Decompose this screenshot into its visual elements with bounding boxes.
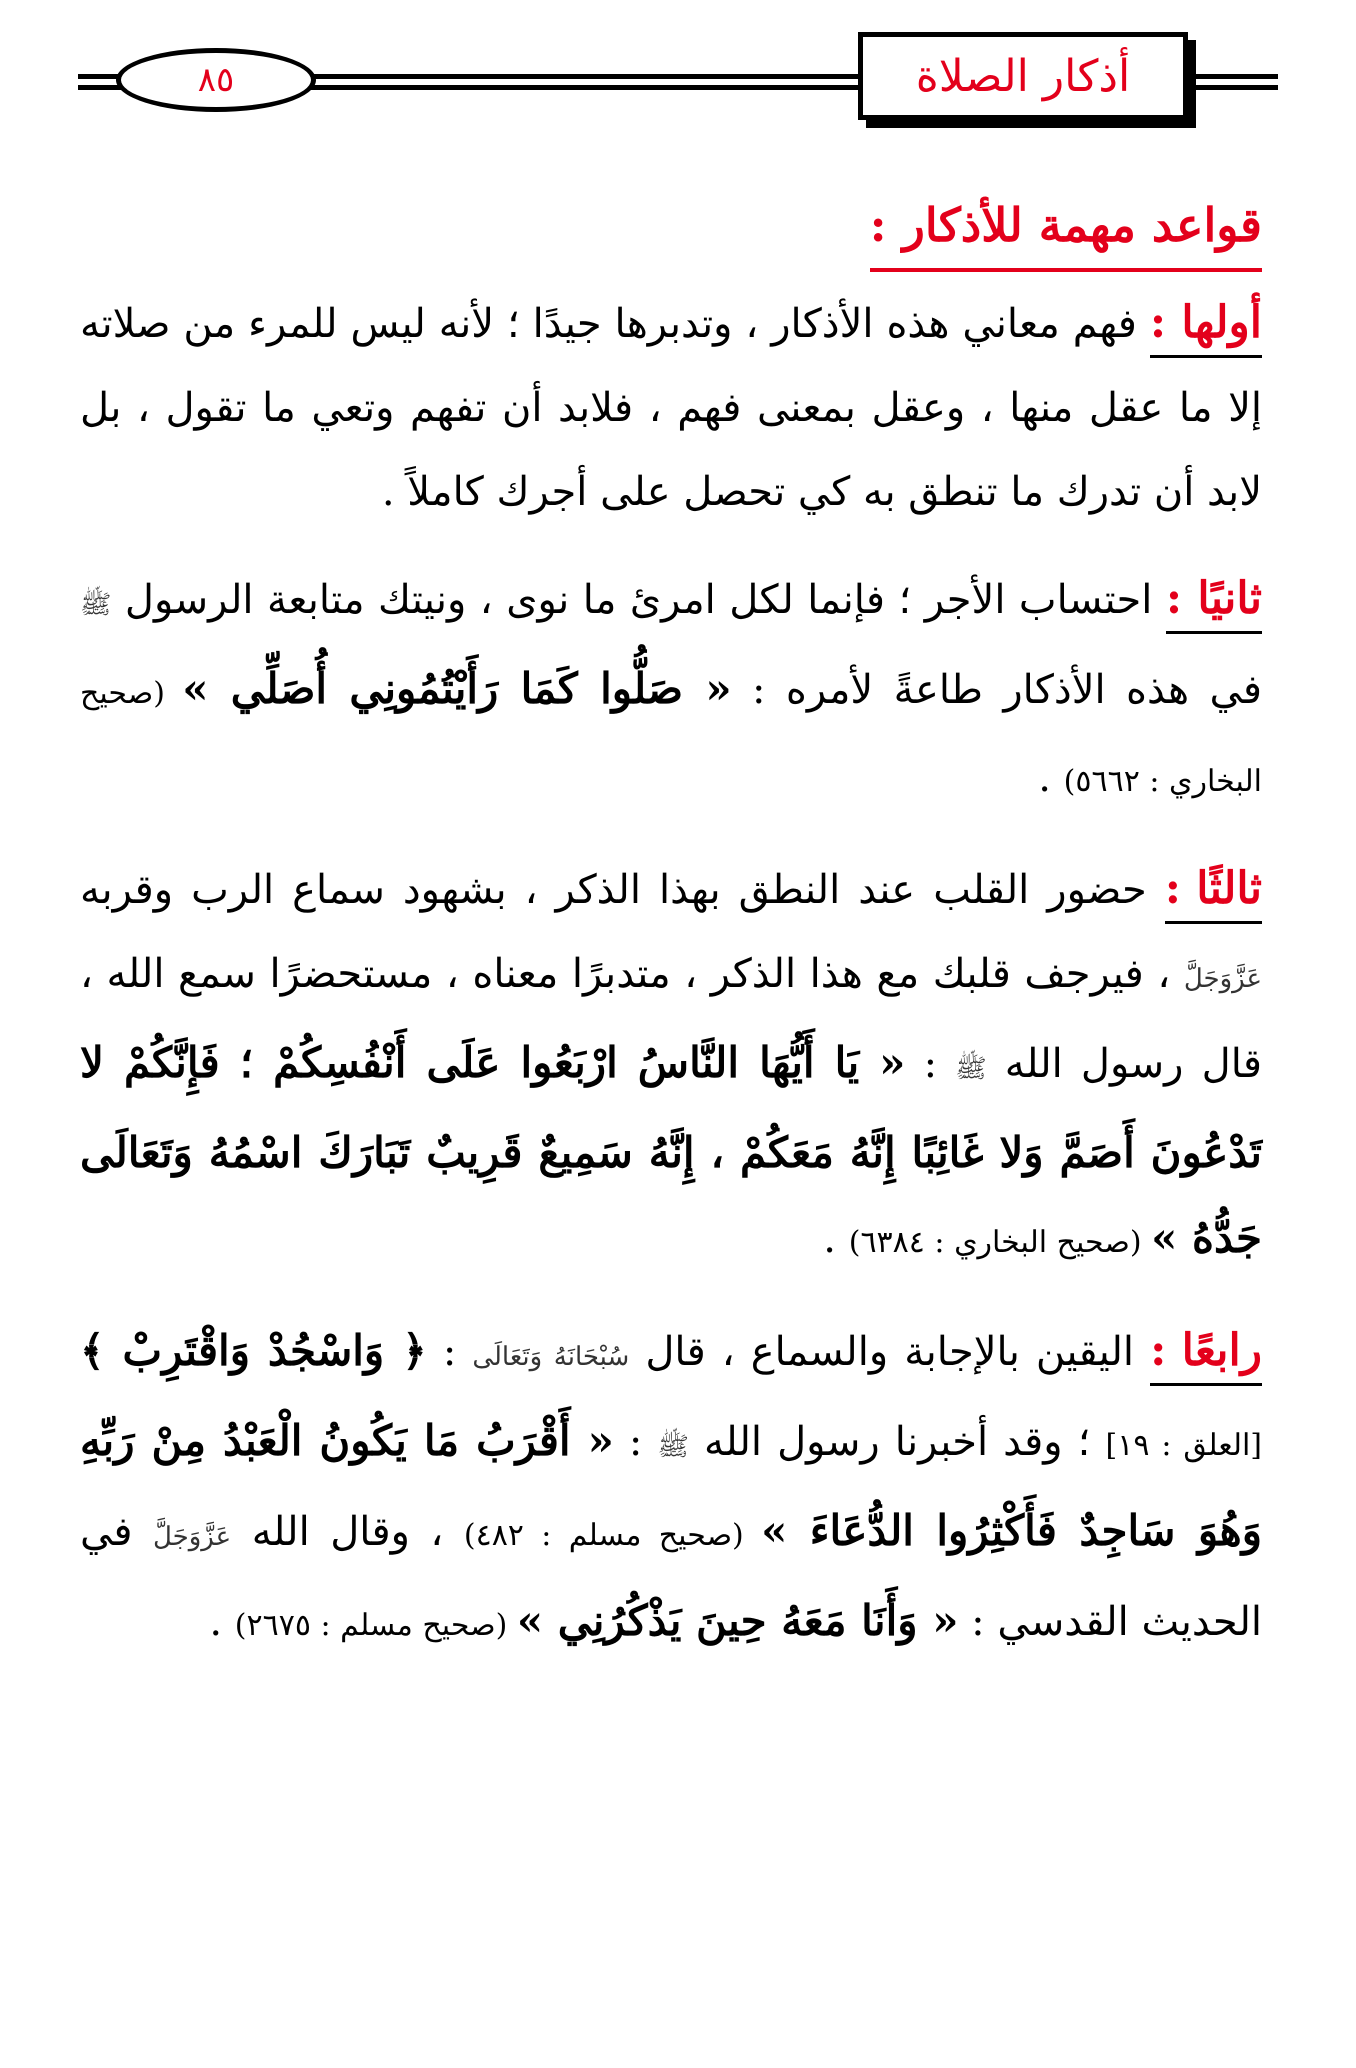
- honorific-glyph: ﷺ: [955, 1054, 987, 1084]
- paragraph-text: :: [426, 1329, 473, 1375]
- paragraph-text: ؛ وقد أخبرنا رسول الله: [688, 1419, 1106, 1465]
- source-reference: (صحيح البخاري : ٥٦٦٢): [80, 676, 1262, 799]
- paragraph-text: .: [209, 1599, 235, 1645]
- paragraph-lead: ثالثًا :: [1165, 857, 1262, 924]
- source-reference: (صحيح البخاري : ٦٣٨٤): [848, 1225, 1152, 1260]
- running-title: أذكار الصلاة: [915, 50, 1131, 102]
- paragraph-text: :: [905, 1041, 956, 1087]
- hadith-quote: « أَقْرَبُ مَا يَكُونُ الْعَبْدُ مِنْ رَبِّهِ وَهُوَ سَاجِدٌ فَأَكْثِرُوا الدُّعَاءَ »: [80, 1416, 1262, 1555]
- hadith-quote: « يَا أَيُّهَا النَّاسُ ارْبَعُوا عَلَى أَنْفُسِكُمْ ؛ فَإِنَّكُمْ لا تَدْعُونَ أَصَمَّ وَلا غَائِبًا إِنَّهُ مَعَكُمْ ، إِنَّهُ سَمِيعٌ قَرِيبٌ تَبَارَكَ اسْمُهُ وَتَعَالَى جَدُّهُ »: [80, 1038, 1262, 1262]
- paragraph-text: ، فيرجف قلبك مع هذا الذكر ، متدبرًا معناه ، مستحضرًا سمع الله ، قال رسول الله: [80, 951, 1263, 1087]
- paragraph-lead: أولها :: [1150, 291, 1262, 358]
- source-reference: (صحيح مسلم : ٤٨٢): [463, 1518, 762, 1553]
- sections-list: [80, 282, 1262, 1668]
- paragraph-lead: رابعًا :: [1150, 1319, 1262, 1386]
- honorific-glyph: ﷺ: [80, 590, 112, 620]
- paragraph-text: فهم معاني هذه الأذكار ، وتدبرها جيدًا ؛ لأنه ليس للمرء من صلاته إلا ما عقل منها ، وعقل بمعنى فهم ، فلابد أن تفهم وتعي ما تقول ، بل لابد أن تدرك ما تنطق به كي تحصل على أجرك كاملاً .: [80, 301, 1262, 515]
- honorific-glyph: سُبْحَانَهُ وَتَعَالَى: [472, 1342, 630, 1372]
- paragraph: [80, 282, 1262, 534]
- heading-wrap: [80, 190, 1262, 282]
- hadith-quote: ﴿ وَاسْجُدْ وَاقْتَرِبْ ﴾: [80, 1326, 427, 1375]
- page-number: ٨٥: [197, 60, 235, 100]
- honorific-glyph: ﷺ: [657, 1432, 689, 1462]
- paragraph-lead: ثانيًا :: [1166, 567, 1262, 634]
- honorific-glyph: عَزَّوَجَلَّ: [1183, 964, 1262, 994]
- paragraph-text: في الحديث القدسي :: [80, 1509, 1262, 1645]
- page-content: [80, 190, 1262, 1692]
- source-reference: (صحيح مسلم : ٢٦٧٥): [234, 1608, 517, 1643]
- page-number-oval: [116, 48, 316, 112]
- source-reference: [العلق : ١٩]: [1105, 1428, 1262, 1463]
- paragraph-text: حضور القلب عند النطق بهذا الذكر ، بشهود سماع الرب وقربه: [80, 867, 1165, 913]
- paragraph-text: :: [613, 1419, 658, 1465]
- hadith-quote: « صَلُّوا كَمَا رَأَيْتُمُونِي أُصَلِّي »: [182, 664, 732, 713]
- paragraph-text: .: [1038, 755, 1064, 801]
- paragraph-text: .: [823, 1216, 849, 1262]
- paragraph: [80, 848, 1262, 1285]
- paragraph-text: اليقين بالإجابة والسماع ، قال: [629, 1329, 1151, 1375]
- honorific-glyph: عَزَّوَجَلَّ: [152, 1522, 232, 1552]
- section-heading: قواعد مهمة للأذكار :: [870, 190, 1262, 272]
- paragraph-text: احتساب الأجر ؛ فإنما لكل امرئ ما نوى ، ونيتك متابعة الرسول: [111, 577, 1166, 623]
- hadith-quote: « وَأَنَا مَعَهُ حِينَ يَذْكُرُنِي »: [516, 1596, 959, 1645]
- page-header: [78, 30, 1278, 130]
- paragraph-text: في هذه الأذكار طاعةً لأمره :: [731, 667, 1262, 713]
- paragraph: [80, 558, 1262, 824]
- paragraph-text: ، وقال الله: [231, 1509, 464, 1555]
- running-title-box: [858, 32, 1188, 120]
- paragraph: [80, 1309, 1262, 1668]
